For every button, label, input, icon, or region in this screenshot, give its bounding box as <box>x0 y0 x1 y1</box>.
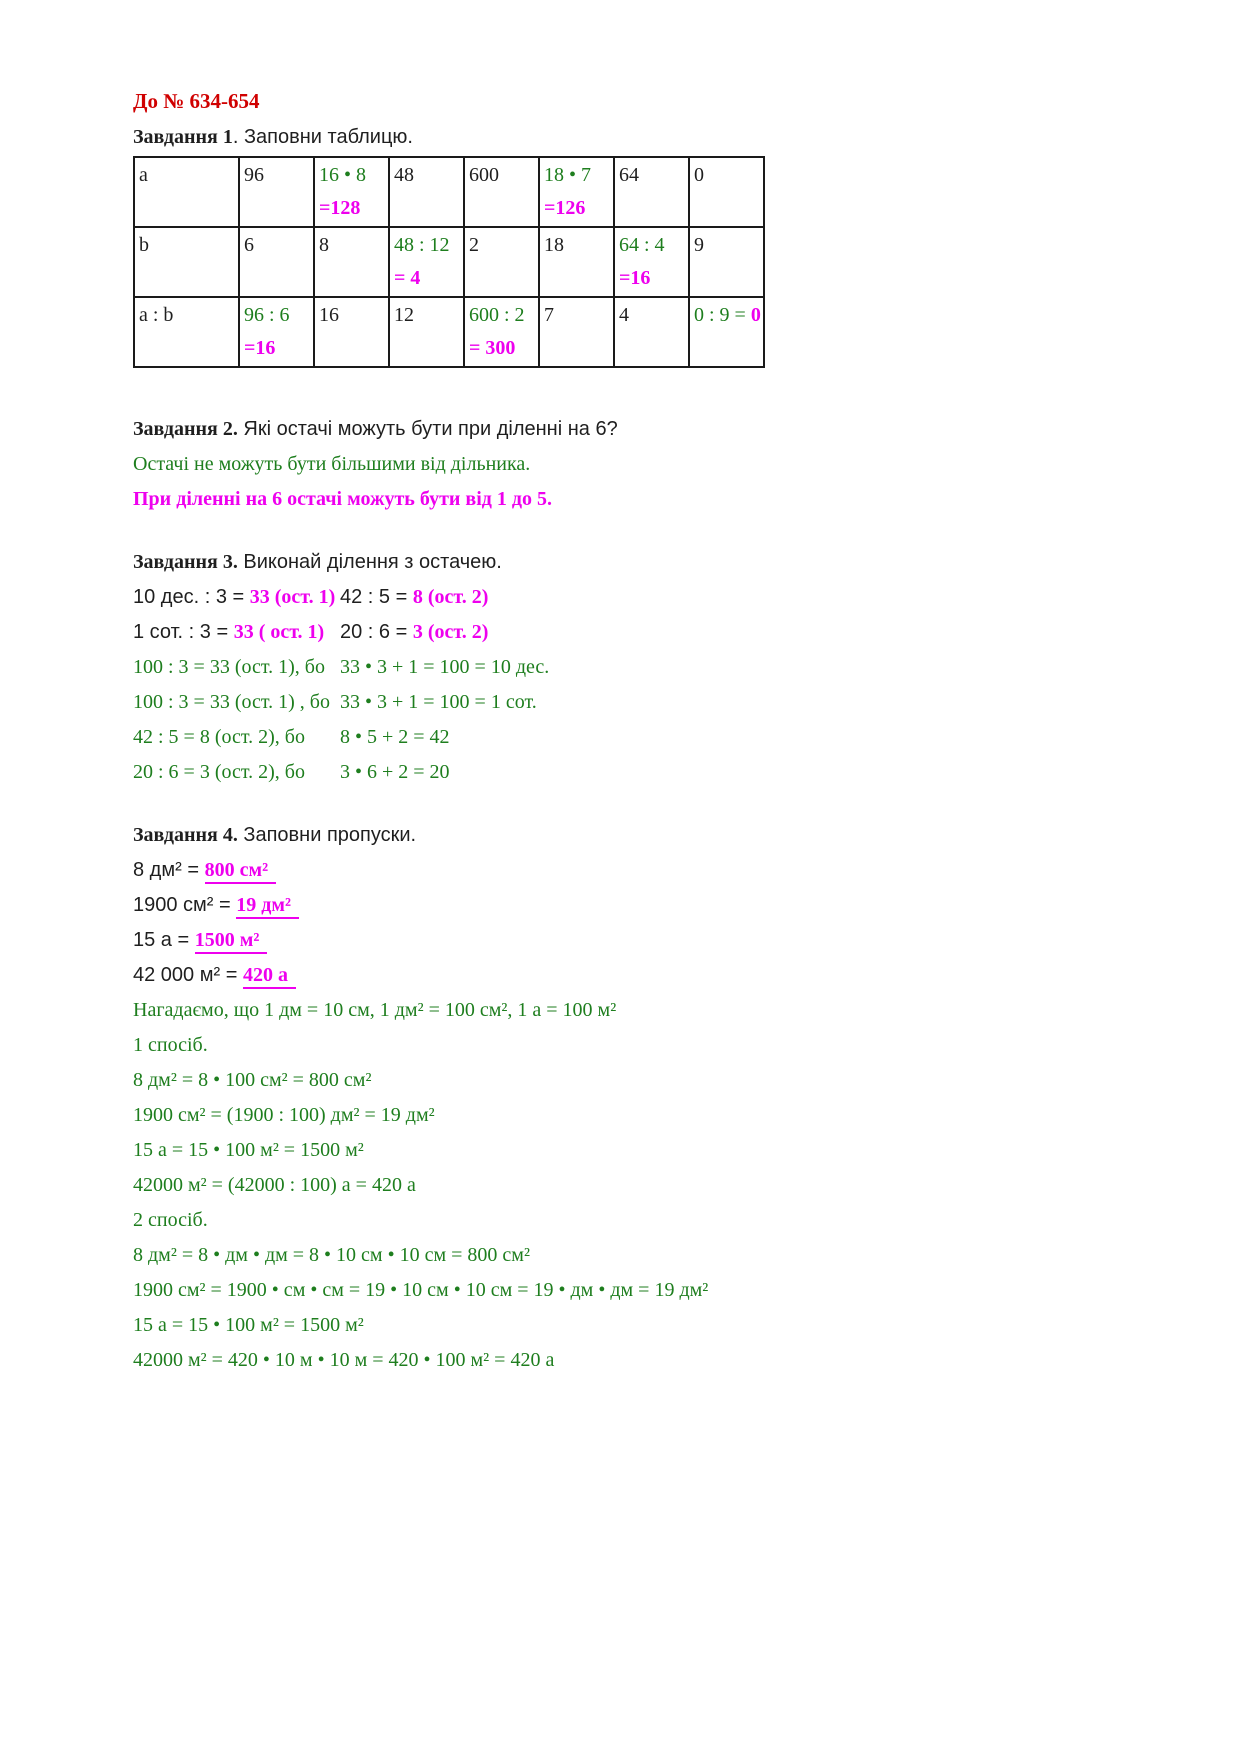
text-segment: =16 <box>619 267 651 289</box>
text-segment: 15 а = <box>133 929 195 951</box>
table-cell <box>389 297 464 367</box>
task3-line <box>133 650 1160 685</box>
task3-line <box>133 755 1160 790</box>
task2-line: При діленні на 6 остачі можуть бути від 1 до 5. <box>133 488 553 510</box>
table-cell <box>614 227 689 297</box>
task4-solution-line: 1900 см² = (1900 : 100) дм² = 19 дм² <box>133 1104 435 1126</box>
task4-solution-line: Нагадаємо, що 1 дм = 10 см, 1 дм² = 100 см², 1 а = 100 м² <box>133 999 617 1021</box>
document-heading: До № 634-654 <box>133 89 260 113</box>
task1-title-rest: . Заповни таблицю. <box>232 126 413 148</box>
task4-answer-line <box>133 853 1160 888</box>
text-segment: 600 : 2 <box>469 304 525 326</box>
text-segment: 4 <box>619 304 629 326</box>
task1-title <box>133 120 1160 155</box>
text-segment: 18 <box>544 234 564 256</box>
task4-solution-line: 8 дм² = 8 • дм • дм = 8 • 10 см • 10 см = 800 см² <box>133 1244 530 1266</box>
text-segment: 64 : 4 <box>619 234 665 256</box>
task3-line <box>133 720 1160 755</box>
text-segment: 600 <box>469 164 499 186</box>
text-segment: 0 : 9 = <box>694 304 751 326</box>
task3-line <box>133 685 1160 720</box>
table-cell <box>539 297 614 367</box>
text-segment: 64 <box>619 164 639 186</box>
table-cell <box>614 157 689 227</box>
task3-line <box>133 615 1160 650</box>
text-segment: = 4 <box>394 267 421 289</box>
task4-solution-line: 15 а = 15 • 100 м² = 1500 м² <box>133 1314 364 1336</box>
task3-line-left <box>133 755 340 790</box>
text-segment: 33 ( ост. 1) <box>233 621 325 643</box>
text-segment: 42 : 5 = <box>340 586 413 608</box>
task4-solution <box>133 993 1160 1378</box>
table-cell <box>239 227 314 297</box>
text-segment: a <box>139 164 148 186</box>
table-cell <box>689 227 764 297</box>
task3-section <box>133 545 1160 790</box>
task1-table <box>133 156 765 368</box>
task4-title-rest: Заповни пропуски. <box>237 824 417 846</box>
text-segment: 33 (ост. 1) <box>249 586 336 608</box>
task4-solution-line: 42000 м² = 420 • 10 м • 10 м = 420 • 100 м² = 420 а <box>133 1349 555 1371</box>
text-segment: 8 (ост. 2) <box>412 586 489 608</box>
text-segment: 6 <box>244 234 254 256</box>
task3-lines <box>133 580 1160 790</box>
table-cell <box>689 297 764 367</box>
text-segment: 2 <box>469 234 479 256</box>
text-segment: 0 <box>750 304 761 326</box>
task4-answer-line <box>133 958 1160 993</box>
table-cell <box>464 297 539 367</box>
text-segment: 48 <box>394 164 414 186</box>
table-cell <box>314 297 389 367</box>
text-segment: =128 <box>319 197 361 219</box>
text-segment: 800 см² <box>205 859 277 884</box>
task1-section <box>133 120 1160 368</box>
text-segment: 100 : 3 = 33 (ост. 1) , бо <box>133 691 330 713</box>
text-segment: b <box>139 234 149 256</box>
text-segment: 33 • 3 + 1 = 100 = 1 сот. <box>340 691 537 713</box>
task2-line: Остачі не можуть бути більшими від дільника. <box>133 453 531 475</box>
task3-title-rest: Виконай ділення з остачею. <box>237 551 502 573</box>
text-segment: 96 <box>244 164 264 186</box>
text-segment: 1900 см² = <box>133 894 237 916</box>
task2-lines <box>133 447 1160 517</box>
text-segment: 0 <box>694 164 704 186</box>
text-segment: = 300 <box>469 337 516 359</box>
text-segment: a : b <box>139 304 174 326</box>
table-cell <box>389 227 464 297</box>
task3-title <box>133 545 1160 580</box>
table-cell <box>464 227 539 297</box>
table-cell <box>239 297 314 367</box>
table-cell <box>239 157 314 227</box>
task2-title-bold: Завдання 2. <box>133 418 238 440</box>
text-segment: 8 • 5 + 2 = 42 <box>340 726 450 748</box>
text-segment: 9 <box>694 234 704 256</box>
text-segment: 7 <box>544 304 554 326</box>
task3-line-left <box>133 580 340 615</box>
text-segment: 8 дм² = <box>133 859 205 881</box>
task3-line-left <box>133 650 340 685</box>
task4-solution-line: 2 спосіб. <box>133 1209 208 1231</box>
task3-line-left <box>133 720 340 755</box>
task4-solution-line: 1900 см² = 1900 • см • см = 19 • 10 см • 10 см = 19 • дм • дм = 19 дм² <box>133 1279 709 1301</box>
text-segment: 16 • 8 <box>319 164 367 186</box>
text-segment: 42 : 5 = 8 (ост. 2), бо <box>133 726 305 748</box>
text-segment: 420 а <box>243 964 296 989</box>
task4-solution-line: 42000 м² = (42000 : 100) а = 420 а <box>133 1174 416 1196</box>
table-cell <box>314 227 389 297</box>
task4-answer-line <box>133 923 1160 958</box>
text-segment: 18 • 7 <box>544 164 592 186</box>
table-cell <box>539 157 614 227</box>
task3-title-bold: Завдання 3. <box>133 551 238 573</box>
text-segment: 96 : 6 <box>244 304 290 326</box>
text-segment: 33 • 3 + 1 = 100 = 10 дес. <box>340 656 550 678</box>
task4-title-bold: Завдання 4. <box>133 824 238 846</box>
table-row <box>134 227 764 297</box>
table-cell <box>464 157 539 227</box>
task2-section <box>133 412 1160 517</box>
task4-solution-line: 15 а = 15 • 100 м² = 1500 м² <box>133 1139 364 1161</box>
text-segment: 3 (ост. 2) <box>412 621 489 643</box>
task3-line <box>133 580 1160 615</box>
text-segment: =126 <box>544 197 586 219</box>
table-cell <box>314 157 389 227</box>
table-cell <box>539 227 614 297</box>
task4-solution-line: 8 дм² = 8 • 100 см² = 800 см² <box>133 1069 372 1091</box>
text-segment: 1 сот. : 3 = <box>133 621 234 643</box>
task4-solution-line: 1 спосіб. <box>133 1034 208 1056</box>
text-segment: 20 : 6 = 3 (ост. 2), бо <box>133 761 305 783</box>
table-row <box>134 157 764 227</box>
task2-title-rest: Які остачі можуть бути при діленні на 6? <box>237 418 618 440</box>
task3-line-left <box>133 685 340 720</box>
task4-title <box>133 818 1160 853</box>
text-segment: 16 <box>319 304 339 326</box>
table-cell <box>134 297 239 367</box>
task1-title-bold: Завдання 1 <box>133 126 233 148</box>
table-row <box>134 297 764 367</box>
table-cell <box>614 297 689 367</box>
table-cell <box>689 157 764 227</box>
text-segment: 8 <box>319 234 329 256</box>
text-segment: 12 <box>394 304 414 326</box>
text-segment: 100 : 3 = 33 (ост. 1), бо <box>133 656 325 678</box>
task3-line-left <box>133 615 340 650</box>
table-cell <box>134 157 239 227</box>
text-segment: 19 дм² <box>236 894 299 919</box>
task1-table-body <box>134 157 764 367</box>
task4-answer-line <box>133 888 1160 923</box>
task2-title <box>133 412 1160 447</box>
table-cell <box>134 227 239 297</box>
task4-answers <box>133 853 1160 993</box>
text-segment: 10 дес. : 3 = <box>133 586 250 608</box>
text-segment: 3 • 6 + 2 = 20 <box>340 761 450 783</box>
text-segment: 20 : 6 = <box>340 621 413 643</box>
text-segment: =16 <box>244 337 276 359</box>
text-segment: 1500 м² <box>195 929 268 954</box>
text-segment: 48 : 12 <box>394 234 450 256</box>
table-cell <box>389 157 464 227</box>
task4-section <box>133 818 1160 1378</box>
text-segment: 42 000 м² = <box>133 964 243 986</box>
